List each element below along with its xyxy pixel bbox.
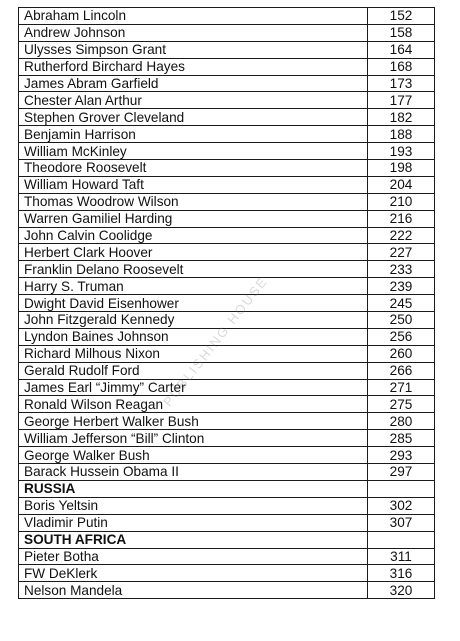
section-heading-row — [19, 480, 435, 497]
table-row — [19, 41, 435, 58]
entry-name: Pieter Botha — [19, 548, 368, 565]
entry-name: Stephen Grover Cleveland — [19, 109, 368, 126]
page-number: 198 — [368, 160, 435, 177]
table-row — [19, 447, 435, 464]
table-row — [19, 24, 435, 41]
page-number: 216 — [368, 210, 435, 227]
table-row — [19, 328, 435, 345]
table-row — [19, 464, 435, 481]
page-number: 275 — [368, 396, 435, 413]
table-row — [19, 143, 435, 160]
table-row — [19, 8, 435, 25]
table-row — [19, 582, 435, 599]
table-row — [19, 109, 435, 126]
entry-name: Rutherford Birchard Hayes — [19, 58, 368, 75]
entry-name: Boris Yeltsin — [19, 497, 368, 514]
entry-name: Harry S. Truman — [19, 278, 368, 295]
contents-table — [18, 7, 435, 599]
page-number: 188 — [368, 126, 435, 143]
table-row — [19, 430, 435, 447]
page-number: 233 — [368, 261, 435, 278]
entry-name: James Earl “Jimmy” Carter — [19, 379, 368, 396]
entry-name: Theodore Roosevelt — [19, 160, 368, 177]
page-number: 293 — [368, 447, 435, 464]
entry-name: Gerald Rudolf Ford — [19, 362, 368, 379]
entry-name: Dwight David Eisenhower — [19, 295, 368, 312]
entry-name: John Fitzgerald Kennedy — [19, 312, 368, 329]
contents-table-body — [19, 8, 435, 599]
page-number: 182 — [368, 109, 435, 126]
table-row — [19, 396, 435, 413]
table-row — [19, 514, 435, 531]
table-row — [19, 261, 435, 278]
entry-name: Vladimir Putin — [19, 514, 368, 531]
publisher-watermark: PUBLISHING HOUSE — [160, 273, 271, 410]
page-number: 266 — [368, 362, 435, 379]
entry-name: Richard Milhous Nixon — [19, 345, 368, 362]
page-number: 222 — [368, 227, 435, 244]
page-number: 177 — [368, 92, 435, 109]
page-number: 256 — [368, 328, 435, 345]
page-number — [368, 480, 435, 497]
table-row — [19, 176, 435, 193]
table-row — [19, 295, 435, 312]
table-row — [19, 126, 435, 143]
table-row — [19, 345, 435, 362]
entry-name: Benjamin Harrison — [19, 126, 368, 143]
page-number: 173 — [368, 75, 435, 92]
entry-name: Barack Hussein Obama II — [19, 464, 368, 481]
page-number: 302 — [368, 497, 435, 514]
entry-name: Lyndon Baines Johnson — [19, 328, 368, 345]
page-number: 311 — [368, 548, 435, 565]
table-row — [19, 244, 435, 261]
page-number: 271 — [368, 379, 435, 396]
page-number: 164 — [368, 41, 435, 58]
page-number: 227 — [368, 244, 435, 261]
page-number: 316 — [368, 565, 435, 582]
table-row — [19, 565, 435, 582]
page-number: 307 — [368, 514, 435, 531]
page-number: 193 — [368, 143, 435, 160]
entry-name: FW DeKlerk — [19, 565, 368, 582]
page-number: 320 — [368, 582, 435, 599]
table-row — [19, 548, 435, 565]
page-number: 210 — [368, 193, 435, 210]
page-number: 297 — [368, 464, 435, 481]
entry-name: John Calvin Coolidge — [19, 227, 368, 244]
page-number: 152 — [368, 8, 435, 25]
entry-name: William Howard Taft — [19, 176, 368, 193]
entry-name: Ulysses Simpson Grant — [19, 41, 368, 58]
entry-name: William McKinley — [19, 143, 368, 160]
table-row — [19, 227, 435, 244]
section-heading: SOUTH AFRICA — [19, 531, 368, 548]
entry-name: Andrew Johnson — [19, 24, 368, 41]
page-number: 158 — [368, 24, 435, 41]
page-number: 168 — [368, 58, 435, 75]
entry-name: George Walker Bush — [19, 447, 368, 464]
entry-name: Abraham Lincoln — [19, 8, 368, 25]
table-row — [19, 193, 435, 210]
entry-name: Warren Gamiliel Harding — [19, 210, 368, 227]
entry-name: Franklin Delano Roosevelt — [19, 261, 368, 278]
page-number: 239 — [368, 278, 435, 295]
table-row — [19, 75, 435, 92]
table-row — [19, 312, 435, 329]
table-row — [19, 92, 435, 109]
entry-name: William Jefferson “Bill” Clinton — [19, 430, 368, 447]
entry-name: George Herbert Walker Bush — [19, 413, 368, 430]
entry-name: Thomas Woodrow Wilson — [19, 193, 368, 210]
page-number: 245 — [368, 295, 435, 312]
section-heading: RUSSIA — [19, 480, 368, 497]
table-row — [19, 362, 435, 379]
page-number: 250 — [368, 312, 435, 329]
table-row — [19, 379, 435, 396]
section-heading-row — [19, 531, 435, 548]
page-number — [368, 531, 435, 548]
entry-name: Nelson Mandela — [19, 582, 368, 599]
table-row — [19, 210, 435, 227]
entry-name: James Abram Garfield — [19, 75, 368, 92]
table-row — [19, 413, 435, 430]
page-number: 260 — [368, 345, 435, 362]
table-row — [19, 58, 435, 75]
entry-name: Herbert Clark Hoover — [19, 244, 368, 261]
table-row — [19, 160, 435, 177]
table-row — [19, 278, 435, 295]
page-number: 204 — [368, 176, 435, 193]
entry-name: Chester Alan Arthur — [19, 92, 368, 109]
entry-name: Ronald Wilson Reagan — [19, 396, 368, 413]
table-row — [19, 497, 435, 514]
page-number: 285 — [368, 430, 435, 447]
page-number: 280 — [368, 413, 435, 430]
